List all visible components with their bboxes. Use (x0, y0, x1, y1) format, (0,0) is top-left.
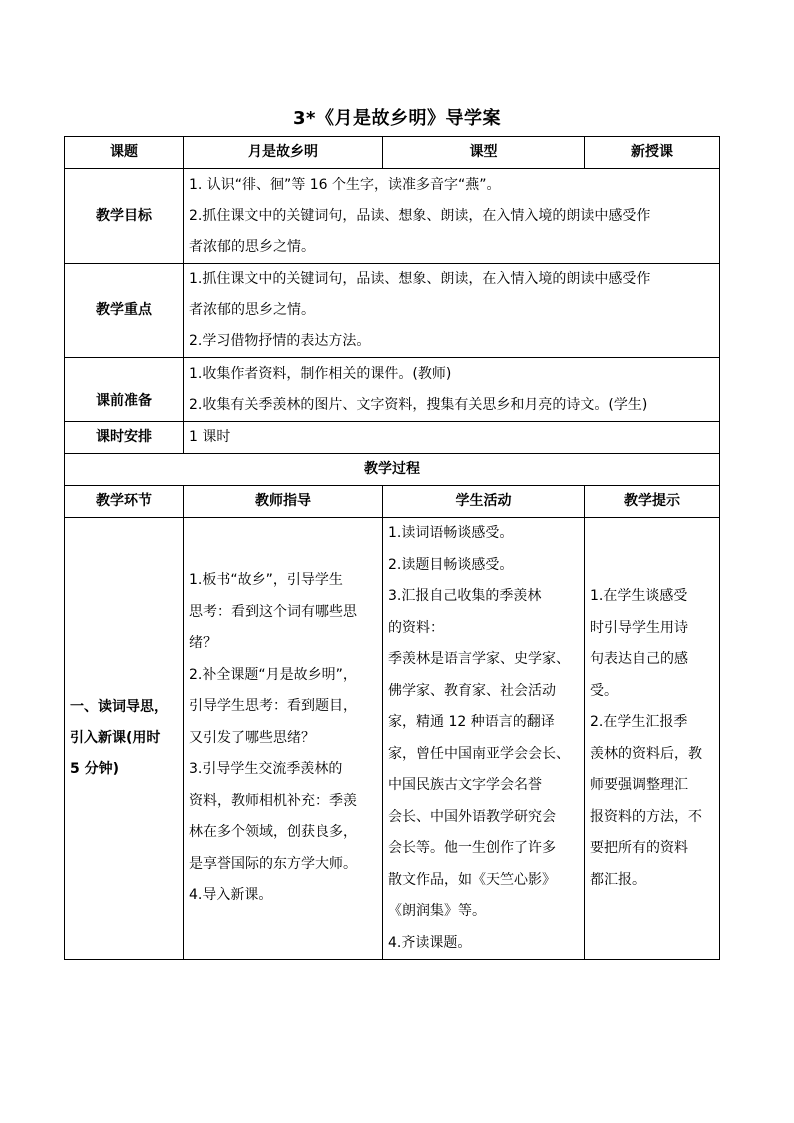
stage-line: 引入新课(用时 (70, 730, 161, 746)
tips-line: 羡林的资料后，教 (590, 745, 702, 762)
student-line: 1.读词语畅谈感受。 (388, 525, 514, 541)
student-line: 散文作品，如《天竺心影》 (388, 871, 556, 888)
focus-line: 2.学习借物抒情的表达方法。 (189, 333, 371, 349)
process-title-row (65, 454, 720, 486)
teaching-tips-cell (585, 518, 720, 960)
tips-line: 1.在学生谈感受 (590, 588, 688, 604)
student-line: 3.汇报自己收集的季羡林 (388, 588, 542, 604)
col-header-tips: 教学提示 (585, 486, 720, 518)
process-title: 教学过程 (65, 454, 720, 486)
tips-line: 时引导学生用诗 (590, 619, 688, 636)
topic-value: 月是故乡明 (184, 137, 383, 169)
tips-line: 报资料的方法，不 (590, 808, 702, 825)
col-header-student: 学生活动 (383, 486, 585, 518)
student-line: 家，精通 12 种语言的翻译 (388, 714, 555, 730)
student-activity-cell (383, 518, 585, 960)
goals-label: 教学目标 (65, 169, 184, 264)
lesson-plan-table (64, 136, 720, 960)
teacher-line: 2.补全课题“月是故乡明”， (189, 666, 357, 683)
student-line: 中国民族古文字学会名誉 (388, 777, 542, 793)
goals-line: 者浓郁的思乡之情。 (189, 238, 315, 255)
prep-row (65, 358, 720, 422)
tips-line: 受。 (590, 682, 618, 699)
student-line: 佛学家、教育家、社会活动 (388, 682, 556, 699)
focus-label: 教学重点 (65, 264, 184, 358)
student-line: 的资料： (388, 619, 444, 636)
focus-content (184, 264, 720, 358)
student-line: 季羡林是语言学家、史学家、 (388, 651, 570, 667)
teacher-line: 3.引导学生交流季羡林的 (189, 761, 343, 778)
student-line: 会长等。他一生创作了许多 (388, 840, 556, 856)
teacher-line: 引导学生思考：看到题目， (189, 698, 357, 715)
stage-line: 5 分钟) (70, 761, 120, 777)
teacher-line: 林在多个领域，创获良多， (189, 824, 357, 841)
student-line: 4.齐读课题。 (388, 934, 472, 951)
process-row (65, 518, 720, 960)
schedule-value: 1 课时 (184, 422, 720, 454)
tips-line: 句表达自己的感 (590, 651, 688, 667)
teacher-line: 又引发了哪些思绪？ (189, 729, 315, 746)
teacher-guidance-cell (184, 518, 383, 960)
type-value: 新授课 (585, 137, 720, 169)
focus-row (65, 264, 720, 358)
goals-row (65, 169, 720, 264)
student-line: 会长、中国外语教学研究会 (388, 808, 556, 825)
col-header-stage: 教学环节 (65, 486, 184, 518)
teacher-line: 资料，教师相机补充：季羡 (189, 792, 357, 809)
teacher-line: 4.导入新课。 (189, 887, 273, 904)
goals-line: 1. 认识“徘、徊”等 16 个生字，读准多音字“燕”。 (189, 176, 501, 193)
stage-line: 一、读词导思， (70, 699, 168, 715)
tips-line: 2.在学生汇报季 (590, 714, 688, 730)
focus-line: 者浓郁的思乡之情。 (189, 302, 315, 318)
student-line: 2.读题目畅谈感受。 (388, 556, 514, 573)
teacher-line: 1.板书“故乡”，引导学生 (189, 572, 343, 589)
teacher-line: 思考：看到这个词有哪些思 (189, 603, 357, 620)
document-title: 3*《月是故乡明》导学案 (293, 108, 501, 129)
prep-line: 2.收集有关季羡林的图片、文字资料，搜集有关思乡和月亮的诗文。(学生) (189, 396, 648, 413)
student-line: 家，曾任中国南亚学会会长、 (388, 745, 570, 762)
prep-line: 1.收集作者资料，制作相关的课件。(教师) (189, 365, 452, 382)
tips-line: 都汇报。 (590, 871, 646, 888)
student-line: 《朗润集》等。 (388, 903, 486, 919)
topic-label: 课题 (65, 137, 184, 169)
focus-line: 1.抓住课文中的关键词句，品读、想象、朗读，在入情入境的朗读中感受作 (189, 271, 651, 287)
schedule-label: 课时安排 (65, 422, 184, 454)
teacher-line: 是享誉国际的东方学大师。 (189, 855, 357, 872)
type-label: 课型 (383, 137, 585, 169)
stage-cell (65, 518, 184, 960)
tips-line: 要把所有的资料 (590, 840, 688, 856)
prep-content (184, 358, 720, 422)
prep-label: 课前准备 (65, 358, 184, 422)
goals-line: 2.抓住课文中的关键词句，品读、想象、朗读，在入情入境的朗读中感受作 (189, 207, 651, 224)
tips-line: 师要强调整理汇 (590, 777, 688, 793)
schedule-row (65, 422, 720, 454)
process-header-row (65, 486, 720, 518)
col-header-teacher: 教师指导 (184, 486, 383, 518)
header-row (65, 137, 720, 169)
goals-content (184, 169, 720, 264)
teacher-line: 绪？ (189, 635, 217, 652)
